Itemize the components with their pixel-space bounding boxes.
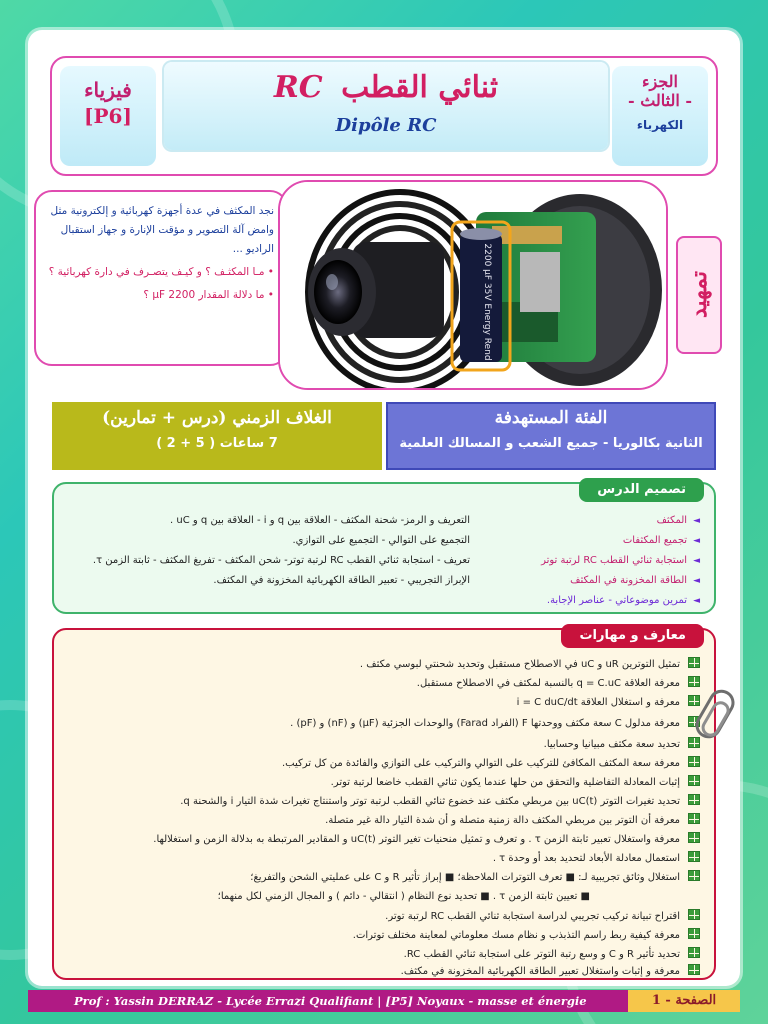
intro-question-1: • مـا المكثـف ؟ و كيـف يتصـرف في دارة كهربائية ؟ <box>48 266 274 278</box>
design-row-desc: تعريف - استجابة ثنائي القطب RC لرتبة توتر- شحن المكثف - تفريغ المكثف - ثابتة الزمن τ. <box>92 555 470 566</box>
page-title <box>164 70 608 105</box>
intro-question-2: • ما دلالة المقدار 2200 µF ؟ <box>143 289 274 301</box>
list-item: استغلال وثائق تجريبية لـ: ■ تعرف التوترات الملاحظة؛ ■ إبراز تأثير R و C على عمليتي الشحن والتفريغ؛ <box>64 869 700 887</box>
footer-bar <box>28 990 740 1012</box>
list-item: معرفة العلاقة q = C.uC بالنسبة لمكثف في الاصطلاح مستقبل. <box>64 675 700 693</box>
list-item: تمثيل التوترين uR و uC في الاصطلاح مستقبل وتحديد شحنتي لبوسي مكثف . <box>64 656 700 674</box>
page-number: الصفحة - 1 <box>628 990 740 1012</box>
grid-bullet-icon <box>688 909 700 920</box>
list-item: تحديد سعة مكثف مبيانيا وحسابيا. <box>64 736 700 754</box>
camera-photo <box>278 180 668 390</box>
title-rc: RC <box>273 70 323 105</box>
grid-bullet-icon <box>688 695 700 706</box>
camera-illustration <box>280 182 668 390</box>
info-row <box>52 402 716 470</box>
document-page <box>28 30 740 986</box>
skills-tag: معارف و مهارات <box>561 624 704 648</box>
subject-label: فيزياء <box>84 78 132 102</box>
design-row-label: ◄ الطاقة المخزونة في المكثف <box>480 572 700 590</box>
list-item: معرفة سعة المكثف المكافئ للتركيب على التوالي والتركيب على التوازي والفائدة من كل تركيب. <box>64 755 700 773</box>
design-row-label: ◄ تمرين موضوعاتي - عناصر الإجابة. <box>300 592 700 610</box>
list-item: إثبات المعادلة التفاضلية والتحقق من حلها عندما يكون ثنائي القطب خاضعا لرتبة توتر. <box>64 774 700 792</box>
grid-bullet-icon <box>688 964 700 975</box>
list-item: استعمال معادلة الأبعاد لتحديد بعد أو وحدة τ . <box>64 850 700 868</box>
intro-section <box>34 190 734 390</box>
title-block <box>164 62 608 150</box>
header <box>50 56 718 176</box>
design-row-desc: التجميع على التوالي - التجميع على التوازي. <box>292 535 470 546</box>
capacitor-print: 2200 µF 35V Energy Rend <box>482 243 492 361</box>
grid-bullet-icon <box>688 657 700 668</box>
grid-bullet-icon <box>688 813 700 824</box>
title-arabic: ثنائي القطب <box>341 70 499 105</box>
time-box <box>52 402 382 470</box>
grid-bullet-icon <box>688 851 700 862</box>
list-item: ■ تعيين ثابتة الزمن τ . ■ تحديد نوع النظام ( انتقالي - دائم ) و المجال الزمني لكل منهما؛ <box>217 891 590 902</box>
time-title: الغلاف الزمني (درس + تمارين) <box>102 408 332 428</box>
skills-section <box>52 628 716 980</box>
target-text: الثانية بكالوريا - جميع الشعب و المسالك العلمية <box>399 436 703 451</box>
list-item: معرفة أن التوتر بين مربطي المكثف دالة زمنية متصلة و أن شدة التيار دالة غير متصلة. <box>64 812 700 830</box>
design-row <box>64 552 700 570</box>
page-code: [P6] <box>84 104 132 128</box>
footer-credit: Prof : Yassin DERRAZ - Lycée Errazi Qualifiant | [P5] Noyaux - masse et énergie <box>74 994 587 1008</box>
subject-badge <box>60 66 156 166</box>
target-box <box>386 402 716 470</box>
design-row <box>64 532 700 550</box>
grid-bullet-icon <box>688 870 700 881</box>
grid-bullet-icon <box>688 928 700 939</box>
list-item: معرفة واستغلال تعبير ثابتة الزمن τ . و تعرف و تمثيل منحنيات تغير التوتر uC(t) و المقادير المرتبطة به بدلالة الزمن و استغلالها. <box>64 831 700 849</box>
grid-bullet-icon <box>688 947 700 958</box>
lesson-design-tag: تصميم الدرس <box>579 478 704 502</box>
intro-text: نجد المكثف في عدة أجهزة كهربائية و إلكترونية مثل وامض آلة التصوير و مؤقت الإنارة و جهاز استقبال الراديو ... <box>50 205 274 255</box>
list-item: معرفة و استغلال العلاقة i = C duC/dt <box>64 694 700 712</box>
part-line1: الجزء <box>642 72 678 91</box>
design-row-label: ◄ تجميع المكثفات <box>480 532 700 550</box>
intro-side-text: تمهيد <box>686 271 712 319</box>
grid-bullet-icon <box>688 775 700 786</box>
time-text: 7 ساعات ( 5 + 2 ) <box>156 436 278 451</box>
list-item: معرفة مدلول C سعة مكثف ووحدتها F (الفراد Farad) والوحدات الجزئية (µF) و (nF) و (pF) . <box>64 715 700 733</box>
grid-bullet-icon <box>688 832 700 843</box>
grid-bullet-icon <box>688 676 700 687</box>
design-row-desc: الإبراز التجريبي - تعبير الطاقة الكهربائية المخزونة في المكثف. <box>213 575 470 586</box>
part-line3: الكهرباء <box>636 118 684 132</box>
page-subtitle: Dipôle RC <box>335 115 437 136</box>
design-row-label: ◄ استجابة ثنائي القطب RC لرتبة توتر <box>480 552 700 570</box>
grid-bullet-icon <box>688 756 700 767</box>
list-item: معرفة كيفية ربط راسم التذبذب و نظام مسك معلوماتي لمعاينة مختلف توترات. <box>64 927 700 945</box>
design-row <box>64 512 700 530</box>
design-row <box>64 572 700 590</box>
list-item: معرفة و إثبات واستغلال تعبير الطاقة الكهربائية المخزونة في مكثف. <box>64 963 700 981</box>
grid-bullet-icon <box>688 794 700 805</box>
list-item: اقتراح تبيانة تركيب تجريبي لدراسة استجابة ثنائي القطب RC لرتبة توتر. <box>64 908 700 926</box>
target-title: الفئة المستهدفة <box>494 408 608 428</box>
list-item: تحديد تغيرات التوتر uC(t) بين مربطي مكثف عند خضوع ثنائي القطب لرتبة توتر واستنتاج تغيرات شدة التيار i والشحنة q. <box>64 793 700 811</box>
intro-side-label <box>676 236 722 354</box>
part-line2: - الثالث - <box>627 91 693 110</box>
part-badge <box>612 66 708 166</box>
design-row <box>64 592 700 610</box>
lesson-design <box>52 482 716 614</box>
intro-text-box <box>34 190 288 366</box>
design-row-label: ◄ المكثف <box>480 512 700 530</box>
grid-bullet-icon <box>688 737 700 748</box>
design-row-desc: التعريف و الرمز- شحنة المكثف - العلاقة بين q و i - العلاقة بين q و uC . <box>170 515 470 526</box>
list-item: تحديد تأثير R و C و وسع رتبة التوتر على استجابة ثنائي القطب RC. <box>64 946 700 964</box>
